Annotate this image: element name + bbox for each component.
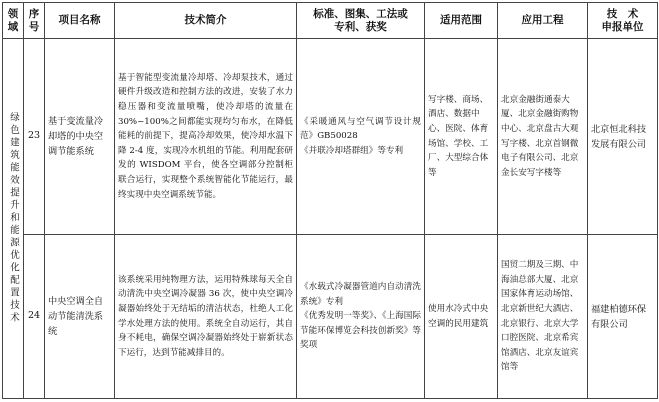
- tech-intro: 基于智能型变流量冷却塔、冷却泵技术，通过硬件升级改造和控制方法的改进，安装了水力稳压器和变流量喷嘴，使冷却塔的流量在 30%~100%之间都能实现均匀布水，在降低能耗的前提下，提高冷却效果，使冷却水温下降 2-4 度，实现冷水机组的节能。利用配套研发的 WISDOM 平台，使各空调部分控制柜联合运行，实现整个系统智能化节能运行，最终实现中央空调系统节能。: [115, 39, 297, 235]
- standard-patent: 《水载式冷凝器管道内自动清洗系统》专利 《优秀发明一等奖》、《上海国际节能环保博览会科技创新奖》等奖项: [297, 235, 425, 399]
- header-org: 技 术 申报单位: [588, 3, 658, 39]
- header-field: 领 域: [3, 3, 24, 39]
- table-row: [3, 39, 658, 235]
- header-intro: 技术简介: [115, 3, 297, 39]
- header-application: 应用工程: [498, 3, 588, 39]
- tech-intro: 该系统采用纯物理方法，运用特殊球每天全自动清洗中央空调冷凝器 36 次，使中央空调冷凝器始终处于无结垢的清洁状态，杜绝人工化学水处理方法的使用。系统全自动运行，其自身不耗电，确保空调冷凝器始终处于崭新状态下运行，达到节能减排目的。: [115, 235, 297, 399]
- project-name: 基于变流量冷却塔的中央空调节能系统: [45, 39, 115, 235]
- project-name: 中央空调全自动节能清洗系统: [45, 235, 115, 399]
- field-label: 绿色建筑能效提升和能源优化配置技术: [3, 39, 24, 399]
- applicant-org: 北京恒北科技发展有限公司: [588, 39, 658, 235]
- applicable-scope: 写字楼、商场、酒店、数据中心、医院、体育场馆、学校、工厂、大型综合体等: [425, 39, 498, 235]
- table-row: [3, 235, 658, 399]
- header-standard: 标准、图集、工法或 专利、获奖: [297, 3, 425, 39]
- header-no: 序 号: [24, 3, 45, 39]
- header-row: [3, 3, 658, 39]
- header-scope: 适用范围: [425, 3, 498, 39]
- row-number: 24: [24, 235, 45, 399]
- applicant-org: 福建柏德环保有限公司: [588, 235, 658, 399]
- header-name: 项目名称: [45, 3, 115, 39]
- application-projects: 国贸二期及三期、中海油总部大厦、北京国家体育运动场馆、北京新世纪大酒店、北京银行、北京大学口腔医院、北京希宾馆酒店、北京友谊宾馆等: [498, 235, 588, 399]
- applicable-scope: 使用水冷式中央空调的民用建筑: [425, 235, 498, 399]
- row-number: 23: [24, 39, 45, 235]
- tech-catalog-table: [2, 2, 658, 399]
- application-projects: 北京金融街通泰大厦、北京金融街购物中心、北京盘古大观写字楼、北京首钢微电子有限公司、北京金长安写字楼等: [498, 39, 588, 235]
- standard-patent: 《采暖通风与空气调节设计规范》GB50028 《并联冷却塔群组》等专利: [297, 39, 425, 235]
